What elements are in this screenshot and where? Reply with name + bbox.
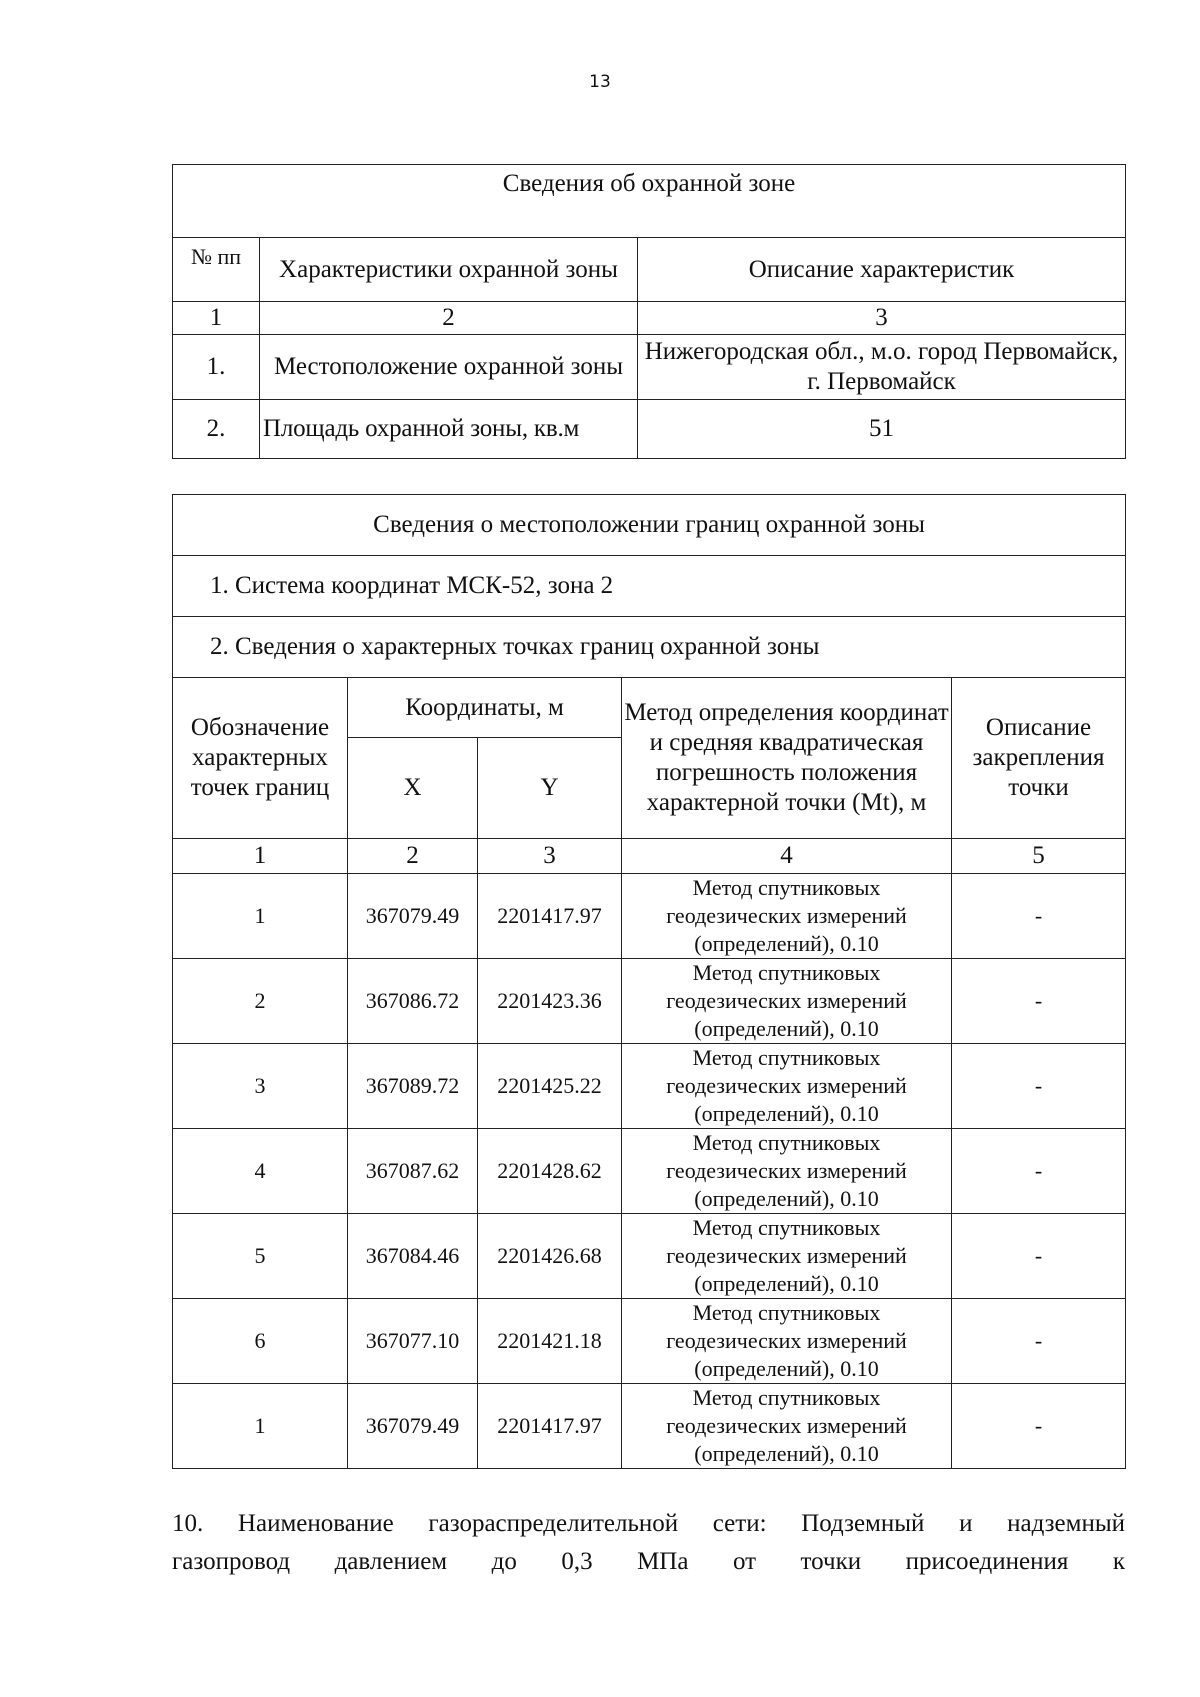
column-number: 3 [638,302,1126,335]
row-characteristic: Местоположение охранной зоны [260,335,638,400]
header-designation: Обозначение характерных точек границ [173,678,348,839]
header-coordinates: Координаты, м [348,678,622,738]
point-y: 2201417.97 [478,874,622,959]
point-id: 5 [173,1214,348,1299]
header-description: Описание характеристик [638,238,1126,302]
row-description: 51 [638,400,1126,459]
point-id: 6 [173,1299,348,1384]
point-method: Метод спутниковых геодезических измерений (определений), 0.10 [622,1129,952,1214]
boundary-table-title: Сведения о местоположении границ охранной зоны [173,495,1126,556]
column-number: 3 [478,839,622,874]
header-fixing: Описание закрепления точки [952,678,1126,839]
column-number: 4 [622,839,952,874]
point-method: Метод спутниковых геодезических измерений (определений), 0.10 [622,1384,952,1469]
point-y: 2201426.68 [478,1214,622,1299]
point-method: Метод спутниковых геодезических измерений (определений), 0.10 [622,1214,952,1299]
table-row [173,1044,1126,1129]
point-y: 2201428.62 [478,1129,622,1214]
point-fixing: - [952,1214,1126,1299]
point-fixing: - [952,874,1126,959]
point-x: 367086.72 [348,959,478,1044]
paragraph-line: газопровод давлением до 0,3 МПа от точки присоединения к [172,1548,1125,1575]
zone-table-title: Сведения об охранной зоне [173,165,1126,238]
point-method: Метод спутниковых геодезических измерений (определений), 0.10 [622,874,952,959]
point-fixing: - [952,1299,1126,1384]
row-characteristic: Площадь охранной зоны, кв.м [260,400,638,459]
boundary-table [172,494,1126,1469]
table-row [173,1214,1126,1299]
point-y: 2201425.22 [478,1044,622,1129]
table-row [173,874,1126,959]
column-number: 1 [173,839,348,874]
point-fixing: - [952,959,1126,1044]
point-method: Метод спутниковых геодезических измерений (определений), 0.10 [622,1299,952,1384]
header-characteristic: Характеристики охранной зоны [260,238,638,302]
point-x: 367084.46 [348,1214,478,1299]
row-number: 1. [173,335,260,400]
point-x: 367079.49 [348,1384,478,1469]
body-paragraph [172,1505,1125,1581]
point-fixing: - [952,1384,1126,1469]
column-number: 5 [952,839,1126,874]
row-number: 2. [173,400,260,459]
protection-zone-table [172,164,1126,459]
point-method: Метод спутниковых геодезических измерений (определений), 0.10 [622,1044,952,1129]
header-y: Y [478,738,622,839]
points-title: 2. Сведения о характерных точках границ охранной зоны [173,617,1126,678]
point-x: 367079.49 [348,874,478,959]
row-description: Нижегородская обл., м.о. город Первомайск, г. Первомайск [638,335,1126,400]
table-row [173,1129,1126,1214]
point-y: 2201417.97 [478,1384,622,1469]
point-id: 2 [173,959,348,1044]
coordinate-system: 1. Система координат МСК-52, зона 2 [173,556,1126,617]
point-id: 4 [173,1129,348,1214]
point-method: Метод спутниковых геодезических измерений (определений), 0.10 [622,959,952,1044]
point-id: 1 [173,874,348,959]
table-row [173,1384,1126,1469]
point-x: 367077.10 [348,1299,478,1384]
paragraph-line: 10. Наименование газораспределительной сети: Подземный и надземный [172,1510,1125,1537]
column-number: 2 [348,839,478,874]
point-x: 367087.62 [348,1129,478,1214]
column-number: 1 [173,302,260,335]
table-row [173,959,1126,1044]
header-method: Метод определения координат и средняя квадратическая погрешность положения характерной точки (Mt), м [622,678,952,839]
page-number: 13 [589,72,611,92]
header-x: X [348,738,478,839]
table-row [173,1299,1126,1384]
column-number: 2 [260,302,638,335]
point-fixing: - [952,1044,1126,1129]
point-x: 367089.72 [348,1044,478,1129]
point-fixing: - [952,1129,1126,1214]
point-id: 1 [173,1384,348,1469]
point-y: 2201421.18 [478,1299,622,1384]
point-y: 2201423.36 [478,959,622,1044]
table-row [173,400,1126,459]
table-row [173,335,1126,400]
header-number: № пп [173,238,260,302]
point-id: 3 [173,1044,348,1129]
